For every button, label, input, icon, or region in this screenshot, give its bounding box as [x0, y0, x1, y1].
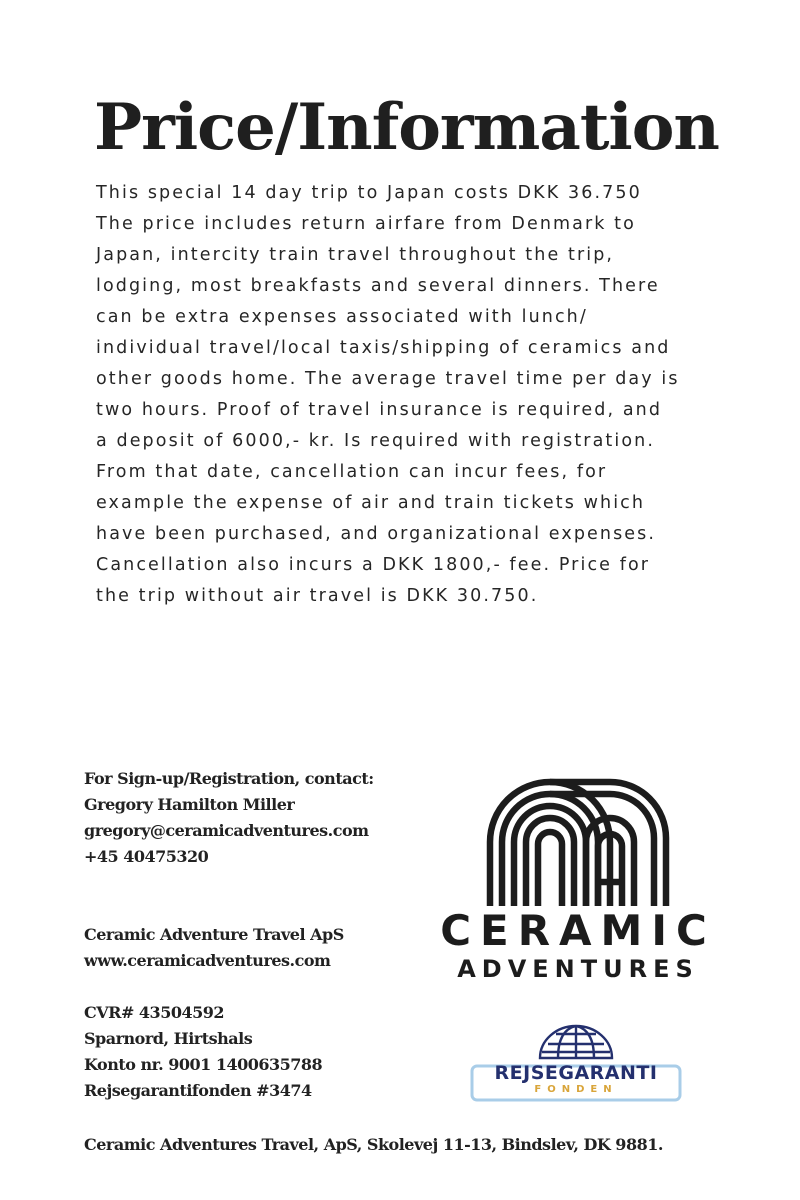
description-line: lodging, most breakfasts and several dinners. There	[96, 276, 660, 296]
description-line: The price includes return airfare from Denmark to	[96, 214, 636, 234]
contact-block	[84, 766, 374, 1104]
badge-wordmark-secondary: FONDEN	[534, 1084, 618, 1095]
description-line: have been purchased, and organizational expenses.	[96, 524, 657, 544]
concentric-arches-icon	[486, 778, 670, 906]
price-description	[96, 178, 680, 612]
company-fund: Rejsegarantifonden #3474	[84, 1081, 312, 1100]
description-line: This special 14 day trip to Japan costs DKK 36.750	[96, 183, 642, 203]
company-name: Ceramic Adventure Travel ApS	[84, 925, 344, 944]
ceramic-adventures-logo	[440, 778, 716, 988]
description-line: the trip without air travel is DKK 30.750.	[96, 586, 539, 606]
rejsegaranti-fonden-badge	[468, 1024, 684, 1104]
contact-heading: For Sign-up/Registration, contact:	[84, 769, 374, 788]
description-line: two hours. Proof of travel insurance is required, and	[96, 400, 663, 420]
description-line: From that date, cancellation can incur fees, for	[96, 462, 608, 482]
contact-phone: +45 40475320	[84, 847, 209, 866]
company-cvr: CVR# 43504592	[84, 1003, 224, 1022]
page-title: Price/Information	[94, 90, 719, 165]
contact-name: Gregory Hamilton Miller	[84, 795, 295, 814]
logo-wordmark-secondary: ADVENTURES	[457, 955, 699, 983]
description-line: Cancellation also incurs a DKK 1800,- fee. Price for	[96, 555, 651, 575]
description-line: Japan, intercity train travel throughout the trip,	[96, 245, 615, 265]
description-line: can be extra expenses associated with lunch/	[96, 307, 588, 327]
contact-email-link[interactable]: gregory@ceramicadventures.com	[84, 821, 369, 840]
logo-wordmark-primary: CERAMIC	[440, 906, 716, 955]
description-line: other goods home. The average travel time per day is	[96, 369, 680, 389]
company-website-link[interactable]: www.ceramicadventures.com	[84, 951, 331, 970]
description-line: example the expense of air and train tickets which	[96, 493, 646, 513]
description-line: a deposit of 6000,- kr. Is required with registration.	[96, 431, 655, 451]
badge-wordmark-primary: REJSEGARANTI	[494, 1062, 658, 1084]
description-line: individual travel/local taxis/shipping of ceramics and	[96, 338, 671, 358]
company-bank: Sparnord, Hirtshals	[84, 1029, 253, 1048]
company-account: Konto nr. 9001 1400635788	[84, 1055, 323, 1074]
footer-address: Ceramic Adventures Travel, ApS, Skolevej 11-13, Bindslev, DK 9881.	[84, 1135, 663, 1154]
